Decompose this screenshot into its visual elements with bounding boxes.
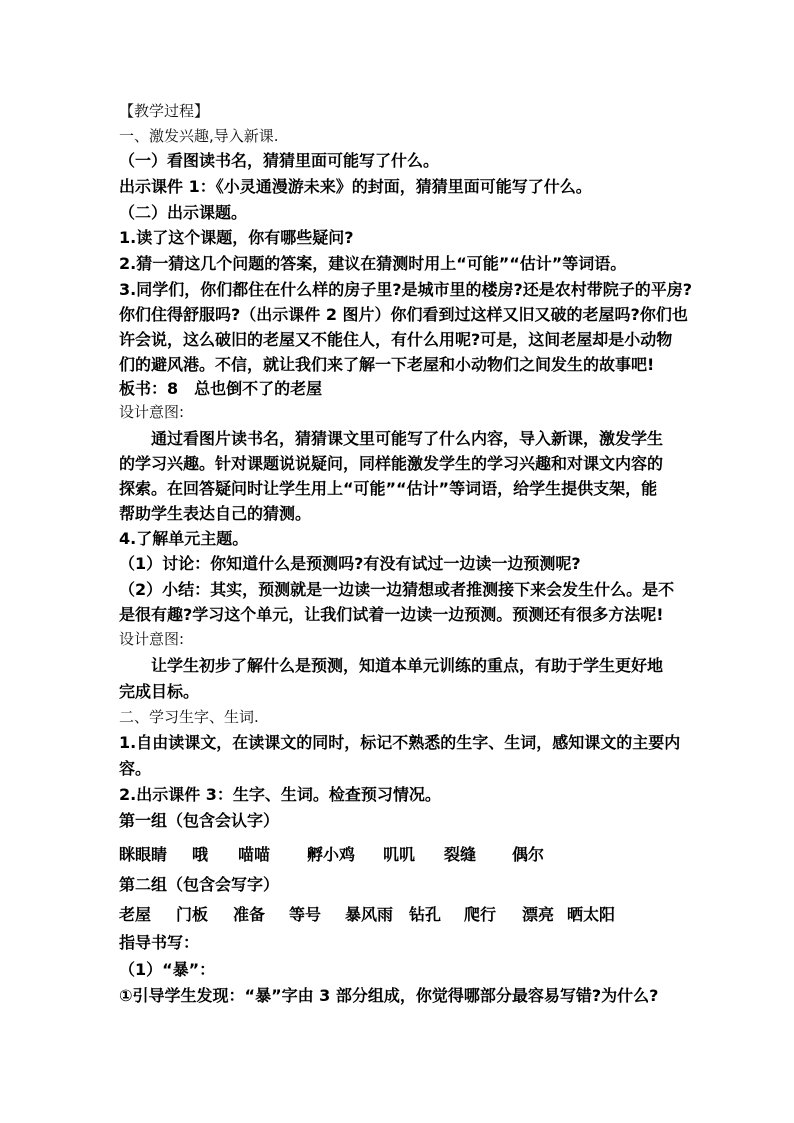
- word-item: 喵喵: [238, 845, 271, 864]
- paragraph-line: 是很有趣?学习这个单元，让我们试着一边读一边预测。预测还有很多方法呢!: [119, 605, 664, 624]
- group-1-heading: 第一组（包含会认字）: [119, 811, 280, 830]
- word-item: 暴风雨: [345, 905, 394, 924]
- word-item: 哦: [192, 845, 209, 864]
- paragraph-line: 帮助学生表达自己的猜测。: [119, 504, 312, 523]
- section-heading-1: 一、激发兴趣,导入新课.: [119, 127, 279, 145]
- section-heading-teaching-process: 【教学过程】: [119, 102, 210, 120]
- word-item: 爬行: [464, 905, 497, 924]
- section-heading-2: 二、学习生字、生词.: [119, 708, 259, 726]
- paragraph-line: 你们住得舒服吗?（出示课件 2 图片）你们看到过这样又旧又破的老屋吗?你们也: [119, 305, 688, 324]
- group-2-heading: 第二组（包含会写字）: [119, 875, 280, 894]
- paragraph-line: （1）讨论：你知道什么是预测吗?有没有试过一边读一边预测呢?: [119, 554, 581, 573]
- blackboard-note: 板书：8 总也倒不了的老屋: [119, 379, 323, 398]
- paragraph-line: 探索。在回答疑问时让学生用上“可能”“估计”等词语，给学生提供支架，能: [119, 479, 658, 498]
- word-item: 晒太阳: [567, 905, 616, 924]
- word-item: 眯眼睛: [119, 845, 168, 864]
- design-intent-label: 设计意图:: [119, 630, 185, 648]
- paragraph-line: 通过看图片读书名，猜猜课文里可能写了什么内容，导入新课，激发学生: [119, 429, 664, 448]
- paragraph-line: 的学习兴趣。针对课题说说疑问，同样能激发学生的学习兴趣和对课文内容的: [119, 454, 664, 473]
- word-item: 叽叽: [383, 845, 416, 864]
- paragraph-line: 容。: [119, 759, 152, 778]
- paragraph-line: 1.读了这个课题，你有哪些疑问?: [119, 228, 354, 247]
- word-item: 钻孔: [409, 905, 442, 924]
- subsection-heading-1: （一）看图读书名，猜猜里面可能写了什么。: [119, 151, 440, 170]
- word-item: 孵小鸡: [307, 845, 356, 864]
- group-1-word-list: [119, 847, 544, 863]
- paragraph-line: 许会说，这么破旧的老屋又不能住人，有什么用呢?可是，这间老屋却是小动物: [119, 330, 673, 349]
- paragraph-line: 2.出示课件 3：生字、生词。检查预习情况。: [119, 785, 441, 804]
- writing-guidance-heading: 指导书写：: [119, 933, 200, 952]
- word-item: 偶尔: [512, 845, 545, 864]
- paragraph-line: 3.同学们，你们都住在什么样的房子里?是城市里的楼房?还是农村带院子的平房?: [119, 280, 693, 299]
- paragraph-line: 出示课件 1：《小灵通漫游未来》的封面，猜猜里面可能写了什么。: [119, 177, 592, 196]
- word-item: 门板: [176, 905, 209, 924]
- word-item: 漂亮: [522, 905, 555, 924]
- word-item: 裂缝: [444, 845, 477, 864]
- group-2-word-list: [119, 907, 615, 923]
- word-item: 准备: [233, 905, 266, 924]
- design-intent-label: 设计意图:: [119, 403, 185, 421]
- paragraph-line: 2.猜一猜这几个问题的答案，建议在猜测时用上“可能”“估计”等词语。: [119, 254, 627, 273]
- paragraph-line: 让学生初步了解什么是预测，知道本单元训练的重点，有助于学生更好地: [119, 656, 664, 675]
- word-item: 等号: [289, 905, 322, 924]
- word-item: 老屋: [119, 905, 152, 924]
- paragraph-line: 4.了解单元主题。: [119, 529, 249, 548]
- paragraph-line: （1）“暴”：: [119, 960, 216, 979]
- paragraph-line: 们的避风港。不信，就让我们来了解一下老屋和小动物们之间发生的故事吧!: [119, 355, 655, 374]
- paragraph-line: 1.自由读课文，在读课文的同时，标记不熟悉的生字、生词，感知课文的主要内: [119, 733, 681, 752]
- paragraph-line: （2）小结：其实，预测就是一边读一边猜想或者推测接下来会发生什么。是不: [119, 580, 675, 599]
- paragraph-line: ①引导学生发现：“暴”字由 3 部分组成，你觉得哪部分最容易写错?为什么?: [119, 986, 659, 1005]
- subsection-heading-2: （二）出示课题。: [119, 203, 248, 222]
- paragraph-line: 完成目标。: [119, 682, 200, 701]
